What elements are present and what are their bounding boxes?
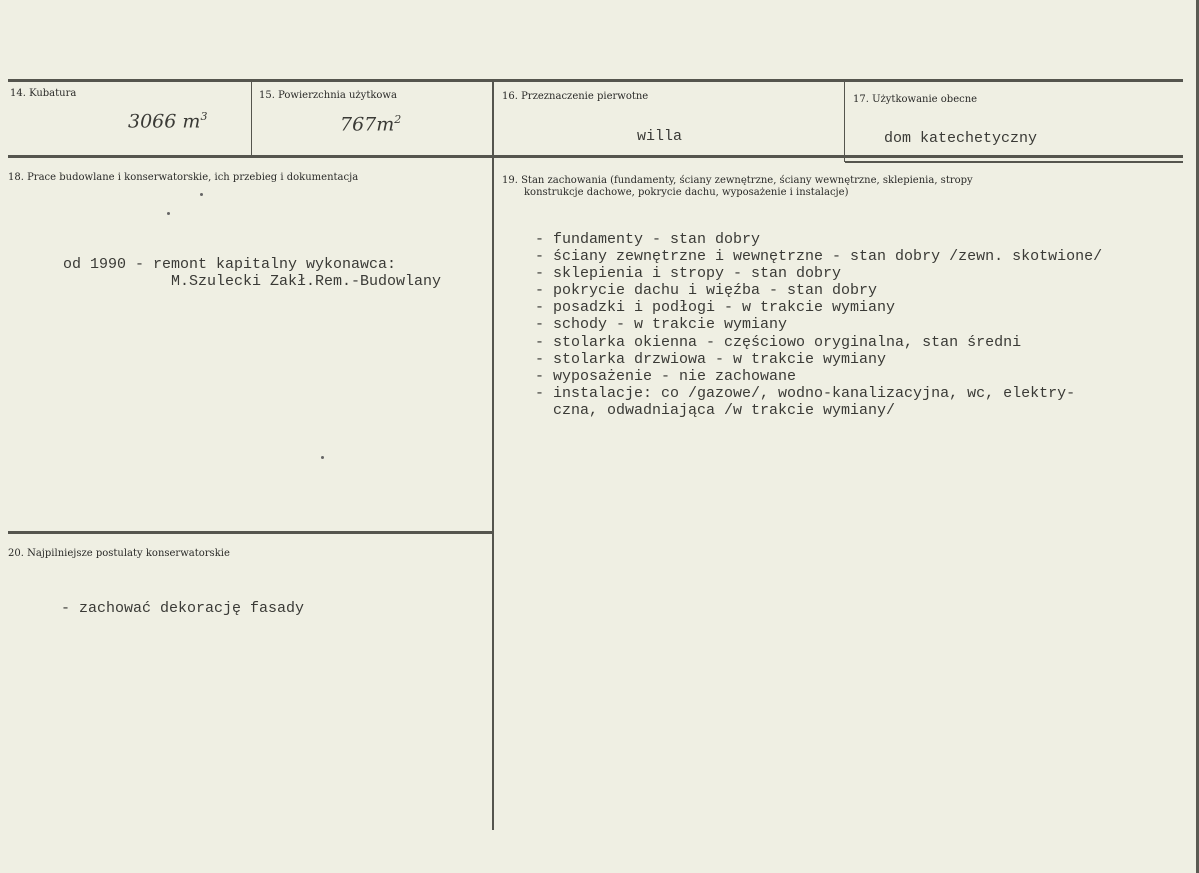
list-item: czna, odwadniająca /w trakcie wymiany/ bbox=[535, 401, 896, 419]
top-rule bbox=[8, 79, 1183, 82]
prace-line-1: od 1990 - remont kapitalny wykonawca: bbox=[63, 256, 397, 273]
list-item: - stolarka drzwiowa - w trakcie wymiany bbox=[535, 350, 887, 368]
list-item: - instalacje: co /gazowe/, wodno-kanalizacyjna, wc, elektry- bbox=[535, 384, 1076, 402]
list-item: - ściany zewnętrzne i wewnętrzne - stan dobry /zewn. skotwione/ bbox=[535, 248, 1103, 266]
ink-speck bbox=[200, 193, 203, 196]
kubatura-value: 3066 $m^3$ bbox=[128, 110, 208, 133]
stan-label-2: konstrukcje dachowe, pokrycie dachu, wyposażenie i instalacje) bbox=[524, 187, 849, 198]
list-item: - posadzki i podłogi - w trakcie wymiany bbox=[535, 299, 896, 317]
divider-main bbox=[492, 80, 494, 830]
ink-speck bbox=[167, 212, 170, 215]
list-item: - schody - w trakcie wymiany bbox=[535, 316, 788, 334]
list-item: - sklepienia i stropy - stan dobry bbox=[535, 265, 842, 283]
prace-line-2: M.Szulecki Zakł.Rem.-Budowlany bbox=[171, 273, 442, 290]
ink-speck bbox=[321, 456, 324, 459]
powierzchnia-value: $767m^2$ bbox=[340, 113, 402, 136]
divider-14-15 bbox=[251, 80, 252, 157]
section18-bottom-rule bbox=[8, 531, 493, 534]
list-item: - pokrycie dachu i więźba - stan dobry bbox=[535, 282, 878, 300]
stan-list bbox=[535, 231, 1102, 419]
uzytkowanie-label: 17. Użytkowanie obecne bbox=[853, 94, 978, 105]
uzytkowanie-value: dom katechetyczny bbox=[884, 130, 1038, 147]
kubatura-label: 14. Kubatura bbox=[10, 88, 77, 99]
powierzchnia-label: 15. Powierzchnia użytkowa bbox=[259, 90, 397, 101]
list-item: - fundamenty - stan dobry bbox=[535, 231, 761, 248]
list-item: - wyposażenie - nie zachowane bbox=[535, 367, 797, 385]
row1-bottom-rule bbox=[8, 155, 1183, 158]
postulaty-label: 20. Najpilniejsze postulaty konserwatorskie bbox=[8, 548, 230, 559]
list-item: - stolarka okienna - częściowo oryginalna, stan średni bbox=[535, 333, 1022, 351]
row1-right-rule bbox=[845, 161, 1183, 163]
prace-label: 18. Prace budowlane i konserwatorskie, ich przebieg i dokumentacja bbox=[8, 172, 359, 183]
stan-label-1: 19. Stan zachowania (fundamenty, ściany zewnętrzne, ściany wewnętrzne, sklepienia, stropy bbox=[502, 175, 973, 186]
divider-16-17 bbox=[844, 80, 845, 162]
przeznaczenie-label: 16. Przeznaczenie pierwotne bbox=[502, 91, 649, 102]
postulaty-value: - zachować dekorację fasady bbox=[61, 600, 305, 617]
przeznaczenie-value: willa bbox=[637, 128, 683, 145]
